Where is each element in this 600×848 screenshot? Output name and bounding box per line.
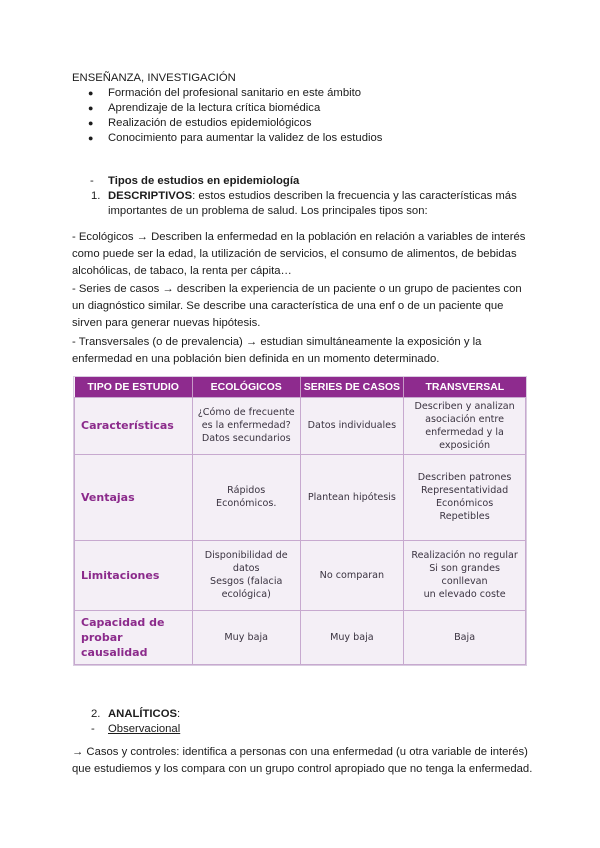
item1-label: DESCRIPTIVOS xyxy=(108,190,193,202)
item2-sub-dash: - xyxy=(91,723,95,735)
table-header-row xyxy=(75,377,526,397)
table-cell: Datos individuales xyxy=(300,397,404,454)
heading: ENSEÑANZA, INVESTIGACIÓN xyxy=(72,72,236,84)
table-row xyxy=(75,540,526,610)
list-item: ● Realización de estudios epidemiológicos xyxy=(88,117,312,129)
table-cell: Describen patrones Representatividad Económicos Repetibles xyxy=(404,454,526,540)
column-header: TRANSVERSAL xyxy=(404,377,526,397)
table-cell: Baja xyxy=(404,610,526,664)
item1-number: 1. xyxy=(91,190,101,202)
item1-line2: importantes de un problema de salud. Los principales tipos son: xyxy=(108,205,428,217)
section-title: Tipos de estudios en epidemiología xyxy=(108,175,300,187)
row-label: Ventajas xyxy=(75,454,193,540)
row-label: Capacidad de probar causalidad xyxy=(75,610,193,664)
table-cell: Describen y analizan asociación entre enfermedad y la exposición xyxy=(404,397,526,454)
list-item: ● Aprendizaje de la lectura crítica biomédica xyxy=(88,102,321,114)
table-cell: ¿Cómo de frecuente es la enfermedad? Datos secundarios xyxy=(192,397,300,454)
table-cell: Rápidos Económicos. xyxy=(192,454,300,540)
table-row xyxy=(75,397,526,454)
table-cell: Realización no regular Si son grandes conllevan un elevado coste xyxy=(404,540,526,610)
table-row xyxy=(75,610,526,664)
paragraph-transversales: - Transversales (o de prevalencia) → estudian simultáneamente la exposición y la enfermedad en una población bien definida en un momento determinado. xyxy=(72,336,482,365)
bullet-list xyxy=(88,86,382,146)
row-label: Limitaciones xyxy=(75,540,193,610)
table-cell: No comparan xyxy=(300,540,404,610)
section-dash: - xyxy=(90,175,94,187)
table-cell: Muy baja xyxy=(300,610,404,664)
column-header: ECOLÓGICOS xyxy=(192,377,300,397)
bullet-dot-icon: ● xyxy=(88,133,94,143)
list-item: ● Conocimiento para aumentar la validez de los estudios xyxy=(88,132,383,144)
table-row xyxy=(75,454,526,540)
column-header: TIPO DE ESTUDIO xyxy=(75,377,193,397)
table-cell: Disponibilidad de datos Sesgos (falacia ecológica) xyxy=(192,540,300,610)
study-types-table xyxy=(73,376,527,666)
bullet-dot-icon: ● xyxy=(88,103,94,113)
item2-label: ANALÍTICOS xyxy=(108,708,178,720)
table xyxy=(74,377,526,665)
bullet-dot-icon: ● xyxy=(88,88,94,98)
row-label: Características xyxy=(75,397,193,454)
table-cell: Plantean hipótesis xyxy=(300,454,404,540)
item1-line1 xyxy=(108,190,517,202)
table-cell: Muy baja xyxy=(192,610,300,664)
item2-number: 2. xyxy=(91,708,101,720)
bullet-dot-icon: ● xyxy=(88,118,94,128)
item2-sub-label: Observacional xyxy=(108,723,181,735)
paragraph-ecologicos: - Ecológicos → Describen la enfermedad en la población en relación a variables de interés como puede ser la edad, la utilización de servicios, el consumo de alimentos, de bebidas alcohólicas, de tabaco, la renta per cápita… xyxy=(72,231,526,277)
item1-text: : estos estudios describen la frecuencia y las características más xyxy=(192,190,517,202)
list-item: ● Formación del profesional sanitario en este ámbito xyxy=(88,87,362,99)
column-header: SERIES DE CASOS xyxy=(300,377,404,397)
paragraph-casos-controles: → Casos y controles: identifica a personas con una enfermedad (u otra variable de interés) que estudiemos y los compara con un grupo control apropiado que no tenga la enfermedad. xyxy=(72,746,533,775)
item2-line xyxy=(108,708,180,720)
paragraph-series: - Series de casos → describen la experiencia de un paciente o un grupo de pacientes con un diagnóstico similar. Se describe una característica de una enf o de un paciente que sirven para generar nuevas hipótesis. xyxy=(72,283,522,329)
item2-colon: : xyxy=(177,708,181,720)
